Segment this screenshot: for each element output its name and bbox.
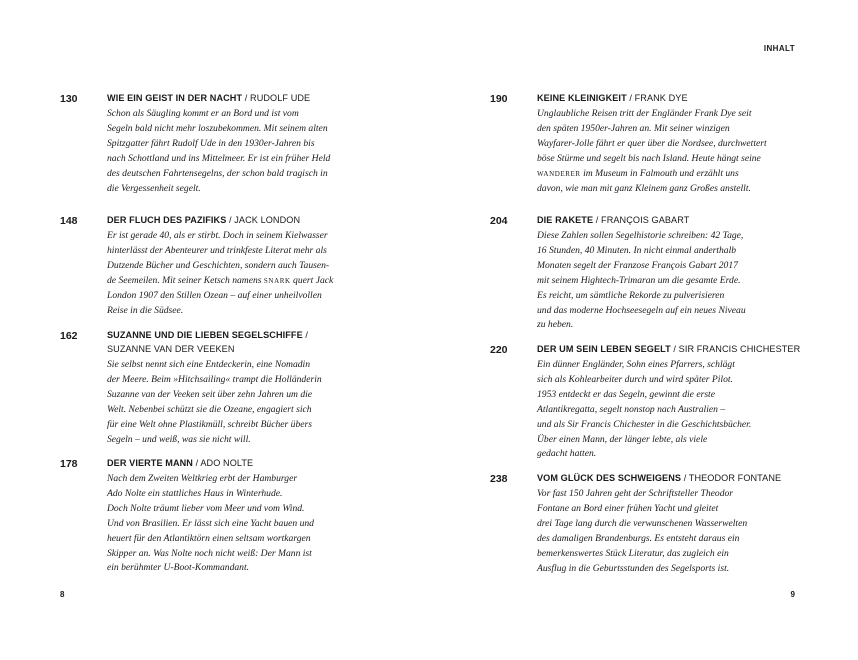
description-line: ein berühmter U-Boot-Kommandant.: [107, 562, 250, 574]
entry-author: SIR FRANCIS CHICHESTER: [678, 344, 801, 355]
entry-title: DER FLUCH DES PAZIFIKS: [107, 215, 227, 226]
description-line: Über einen Mann, der länger lebte, als viele: [537, 433, 708, 445]
description-line: Schon als Säugling kommt er an Bord und ist vom: [107, 108, 299, 119]
description-line: Wayfarer-Jolle fährt er quer über die Nordsee, durchwettert: [537, 137, 767, 149]
entry-title: DER VIERTE MANN: [107, 458, 193, 469]
entry-description: [107, 358, 372, 447]
toc-entry: 238 VOM GLÜCK DES SCHWEIGENS / THEODOR FONTANE Vor fast 150 Jahren geht der Schriftsteller Theodor Fontane an Bord einer frühen Yacht und gleitet drei Tage lang durch die verwunschenen Wasserwelten des damaligen Brandenburgs. Es entsteht daraus ein bemerkenswertes Stück Literatur, das zugleich ein Ausflug in die Geburtsstunden des Segelsports ist.: [490, 472, 810, 576]
entry-title: SUZANNE UND DIE LIEBEN SEGELSCHIFFE: [107, 330, 303, 341]
description-line: Skipper an. Was Nolte noch nicht weiß: Der Mann ist: [107, 547, 312, 559]
description-line: Monaten segelt der Franzose François Gabart 2017: [537, 259, 738, 271]
description-line: böse Stürme und segelt bis nach Island. Heute hängt seine: [537, 152, 761, 164]
entry-page-number: 162: [60, 330, 78, 342]
description-line: des deutschen Fahrtensegelns, der schon bald tragisch in: [107, 167, 328, 179]
description-line: Segeln bald nicht mehr loszubekommen. Mit seinem alten: [107, 122, 328, 134]
description-line: Es reicht, um sämtliche Rekorde zu pulverisieren: [537, 289, 725, 301]
description-line: und das moderne Hochseesegeln auf ein neues Niveau: [537, 304, 746, 316]
description-line: Spitzgatter fährt Rudolf Ude in den 1930er-Jahren bis: [107, 137, 315, 149]
entry-page-number: 130: [60, 93, 78, 105]
description-line: Vor fast 150 Jahren geht der Schriftsteller Theodor: [537, 488, 734, 499]
entry-description: [537, 487, 802, 576]
description-line: nach Schottland und ins Mittelmeer. Er ist ein früher Held: [107, 152, 331, 164]
description-line: 1953 entdeckt er das Segeln, gewinnt die erste: [537, 388, 715, 400]
toc-entry: 220 DER UM SEIN LEBEN SEGELT / SIR FRANCIS CHICHESTER Ein dünner Engländer, Sohn eines Pfarrers, schlägt sich als Kohlearbeiter durch und wird später Pilot. 1953 entdeckt er das Segeln, gewinnt die erste Atlantikregatta, segelt nonstop nach Australien – und als Sir Francis Chichester in die Geschichtsbücher. Über einen Mann, der länger lebte, als viele gedacht hatten.: [490, 343, 810, 472]
description-line: des damaligen Brandenburgs. Es entsteht daraus ein: [537, 532, 740, 544]
description-line: Suzanne van der Veeken seit über zehn Jahren um die: [107, 388, 313, 400]
entry-title: DER UM SEIN LEBEN SEGELT: [537, 344, 671, 355]
entry-author: SUZANNE VAN DER VEEKEN: [107, 344, 235, 355]
toc-column-left: [60, 92, 380, 576]
entry-author: ADO NOLTE: [200, 458, 254, 469]
entry-description: [537, 358, 802, 462]
entry-description: [107, 472, 372, 576]
entry-author: RUDOLF UDE: [250, 93, 311, 104]
toc-entry: 162 SUZANNE UND DIE LIEBEN SEGELSCHIFFE / SUZANNE VAN DER VEEKEN Sie selbst nennt sich eine Entdeckerin, eine Nomadin der Meere. Beim »Hitchsailing« trampt die Holländerin Suzanne van der Veeken seit über zehn Jahren um die Welt. Nebenbei schützt sie die Ozeane, engagiert sich für eine Welt ohne Plastikmüll, schreibt Bücher übers Segeln – und weiß, was sie nicht will.: [60, 329, 380, 457]
entry-author: JACK LONDON: [234, 215, 301, 226]
entry-description: [537, 107, 802, 196]
description-line: den späten 1950er-Jahren an. Mit seiner winzigen: [537, 122, 730, 134]
description-line: wanderer im Museum in Falmouth und erzählt uns: [537, 167, 739, 179]
entry-page-number: 178: [60, 458, 78, 470]
description-line: gedacht hatten.: [537, 448, 597, 460]
description-line: Unglaubliche Reisen tritt der Engländer Frank Dye seit: [537, 108, 752, 119]
description-line: Und von Brasilien. Er lässt sich eine Yacht bauen und: [107, 517, 314, 529]
description-line: Doch Nolte träumt lieber vom Meer und vom Wind.: [107, 502, 305, 514]
toc-entry: 130 WIE EIN GEIST IN DER NACHT / RUDOLF UDE Schon als Säugling kommt er an Bord und ist vom Segeln bald nicht mehr loszubekommen. Mit seinem alten Spitzgatter fährt Rudolf Ude in den 1930er-Jahren bis nach Schottland und ins Mittelmeer. Er ist ein früher Held des deutschen Fahrtensegelns, der schon bald tragisch in die Vergessenheit segelt.: [60, 92, 380, 214]
entry-page-number: 190: [490, 93, 508, 105]
entry-author: FRANK DYE: [634, 93, 688, 104]
description-line: Sie selbst nennt sich eine Entdeckerin, eine Nomadin: [107, 359, 311, 370]
description-line: de Seemeilen. Mit seiner Ketsch namens snark quert Jack: [107, 274, 334, 286]
description-line: Welt. Nebenbei schützt sie die Ozeane, engagiert sich: [107, 403, 312, 415]
entry-description: [537, 229, 802, 333]
toc-column-right: [490, 92, 810, 576]
toc-entry: 178 DER VIERTE MANN / ADO NOLTE Nach dem Zweiten Weltkrieg erbt der Hamburger Ado Nolte ein stattliches Haus in Winterhude. Doch Nolte träumt lieber vom Meer und vom Wind. Und von Brasilien. Er lässt sich eine Yacht bauen und heuert für den Atlantiktörn einen seltsam wortkargen Skipper an. Was Nolte noch nicht weiß: Der Mann ist ein berühmter U-Boot-Kommandant.: [60, 457, 380, 576]
entry-title: VOM GLÜCK DES SCHWEIGENS: [537, 473, 682, 484]
entry-description: [107, 229, 372, 318]
entry-author: THEODOR FONTANE: [688, 473, 782, 484]
description-line: Er ist gerade 40, als er stirbt. Doch in seinem Kielwasser: [107, 230, 328, 241]
description-line: bemerkenswertes Stück Literatur, das zugleich ein: [537, 547, 729, 559]
description-line: davon, wie man mit ganz Kleinem ganz Großes anstellt.: [537, 182, 751, 194]
entry-page-number: 220: [490, 344, 508, 356]
entry-title: WIE EIN GEIST IN DER NACHT: [107, 93, 243, 104]
description-line: die Vergessenheit segelt.: [107, 182, 201, 194]
description-line: Segeln – und weiß, was sie nicht will.: [107, 433, 251, 445]
description-line: für eine Welt ohne Plastikmüll, schreibt Bücher übers: [107, 418, 312, 430]
entry-title: KEINE KLEINIGKEIT: [537, 93, 627, 104]
page-number-right: 9: [790, 590, 795, 599]
entry-page-number: 204: [490, 215, 508, 227]
description-line: drei Tage lang durch die verwunschenen Wasserwelten: [537, 517, 748, 529]
entry-author: FRANÇOIS GABART: [601, 215, 690, 226]
description-line: heuert für den Atlantiktörn einen seltsam wortkargen: [107, 532, 311, 544]
description-line: der Meere. Beim »Hitchsailing« trampt die Holländerin: [107, 373, 322, 385]
description-line: Reise in die Südsee.: [107, 304, 184, 316]
entry-description: [107, 107, 372, 196]
description-line: Dutzende Bücher und Geschichten, sondern auch Tausen-: [107, 259, 330, 271]
description-line: Ausflug in die Geburtsstunden des Segelsports ist.: [537, 562, 730, 574]
description-line: Ado Nolte ein stattliches Haus in Winterhude.: [107, 487, 283, 499]
description-line: hinterlässt der Abenteurer und trinkfeste Literat mehr als: [107, 244, 327, 256]
entry-page-number: 238: [490, 473, 508, 485]
entry-title: DIE RAKETE: [537, 215, 594, 226]
description-line: Nach dem Zweiten Weltkrieg erbt der Hamburger: [107, 473, 298, 484]
description-line: 16 Stunden, 40 Minuten. In nicht einmal anderthalb: [537, 244, 737, 256]
entry-page-number: 148: [60, 215, 78, 227]
description-line: Fontane an Bord einer frühen Yacht und gleitet: [537, 502, 719, 514]
description-line: und als Sir Francis Chichester in die Geschichtsbücher.: [537, 418, 752, 430]
description-line: sich als Kohlearbeiter durch und wird später Pilot.: [537, 373, 733, 385]
page-number-left: 8: [60, 590, 65, 599]
toc-entry: 204 DIE RAKETE / FRANÇOIS GABART Diese Zahlen sollen Segelhistorie schreiben: 42 Tage, 16 Stunden, 40 Minuten. In nicht einmal anderthalb Monaten segelt der Franzose François Gabart 2017 mit seinem Hightech-Trimaran um die gesamte Erde. Es reicht, um sämtliche Rekorde zu pulverisieren und das moderne Hochseesegeln auf ein neues Niveau zu heben.: [490, 214, 810, 343]
description-line: Ein dünner Engländer, Sohn eines Pfarrers, schlägt: [537, 359, 735, 370]
description-line: mit seinem Hightech-Trimaran um die gesamte Erde.: [537, 274, 741, 286]
toc-entry: 148 DER FLUCH DES PAZIFIKS / JACK LONDON Er ist gerade 40, als er stirbt. Doch in seinem Kielwasser hinterlässt der Abenteurer und trinkfeste Literat mehr als Dutzende Bücher und Geschichten, sondern auch Tausen- de Seemeilen. Mit seiner Ketsch namens snark quert Jack London 1907 den Stillen Ozean – auf einer unheilvollen Reise in die Südsee.: [60, 214, 380, 329]
running-head: INHALT: [763, 44, 795, 53]
description-line: Diese Zahlen sollen Segelhistorie schreiben: 42 Tage,: [537, 230, 744, 241]
description-line: zu heben.: [537, 319, 574, 331]
toc-entry: 190 KEINE KLEINIGKEIT / FRANK DYE Unglaubliche Reisen tritt der Engländer Frank Dye seit den späten 1950er-Jahren an. Mit seiner winzigen Wayfarer-Jolle fährt er quer über die Nordsee, durchwettert böse Stürme und segelt bis nach Island. Heute hängt seine wanderer im Museum in Falmouth und erzählt uns davon, wie man mit ganz Kleinem ganz Großes anstellt.: [490, 92, 810, 214]
description-line: London 1907 den Stillen Ozean – auf einer unheilvollen: [107, 289, 322, 301]
description-line: Atlantikregatta, segelt nonstop nach Australien –: [537, 403, 726, 415]
